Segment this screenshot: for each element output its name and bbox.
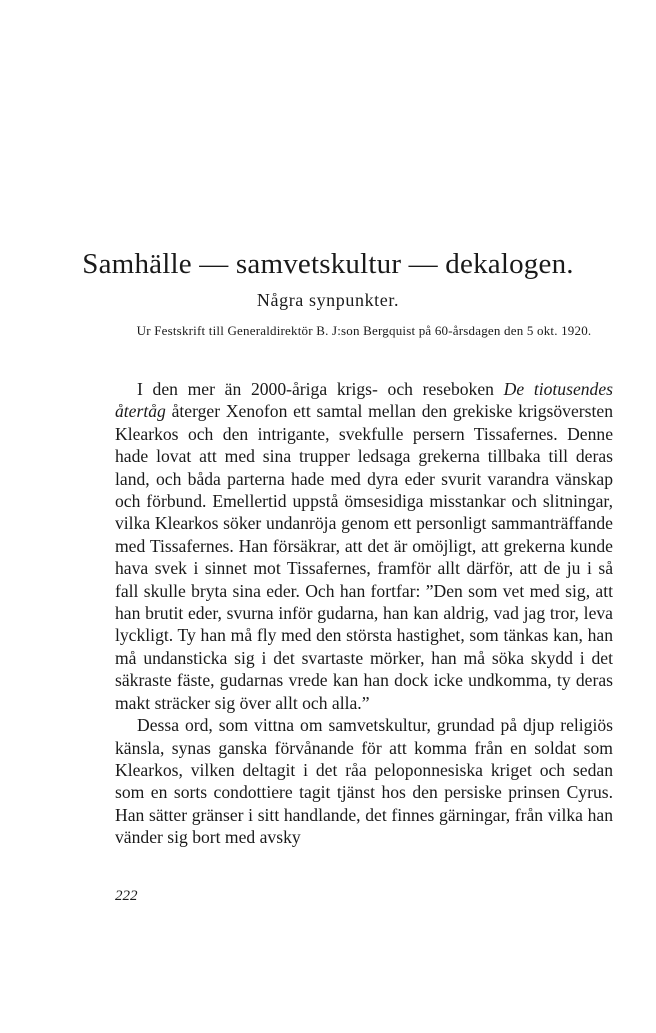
paragraph-1-part-2: återger Xenofon ett samtal mellan den grekiske krigsöversten Klearkos och den intrigante, svekfulle persern Tissafernes. Denne hade lovat att med sina trupper ledsaga grekerna tillbaka till deras land, och båda parterna hade med dyra eder svurit varandra vänskap och förbund. Emellertid uppstå ömsesidiga misstankar och slitningar, vilka Klearkos söker undanröja genom ett personligt sammanträffande med Tissafernes. Han försäkrar, att det är omöjligt, att grekerna kunde hava svek i sinnet mot Tissafernes, framför allt därför, att de ju i så fall skulle bryta sina eder. Och han fortfar: ”Den som vet med sig, att han brutit eder, svurna inför gudarna, han kan aldrig, vad jag tror, leva lyckligt. Ty han må fly med den största hastighet, som tänkas kan, han må undansticka sig i det svartaste mörker, han må söka skydd i det säkraste fäste, gudarnas vrede kan han dock icke undkomma, ty deras makt sträcker sig över allt och alla.” [115, 401, 613, 713]
paragraph-1-part-1: I den mer än 2000-åriga krigs- och reseboken [137, 379, 504, 399]
article-title: Samhälle — samvetskultur — dekalogen. [82, 248, 574, 280]
page-number: 222 [115, 888, 138, 904]
paragraph-1 [115, 378, 613, 714]
article-subtitle: Några synpunkter. [256, 290, 400, 310]
paragraph-2: Dessa ord, som vittna om samvetskultur, grundad på djup religiös känsla, synas ganska förvånande för att komma från en soldat som Klearkos, vilken deltagit i det råa peloponnesiska kriget och sedan som en sorts condottiere tagit tjänst hos den persiske prinsen Cyrus. Han sätter gränser i sitt handlande, det finnes gärningar, från vilka han vänder sig bort med avsky [115, 715, 613, 848]
source-note: Ur Festskrift till Generaldirektör B. J:son Bergquist på 60-årsdagen den 5 okt. 1920. [136, 323, 592, 338]
book-title: De tiotusendes återtåg [115, 379, 613, 422]
article-body [115, 378, 613, 849]
